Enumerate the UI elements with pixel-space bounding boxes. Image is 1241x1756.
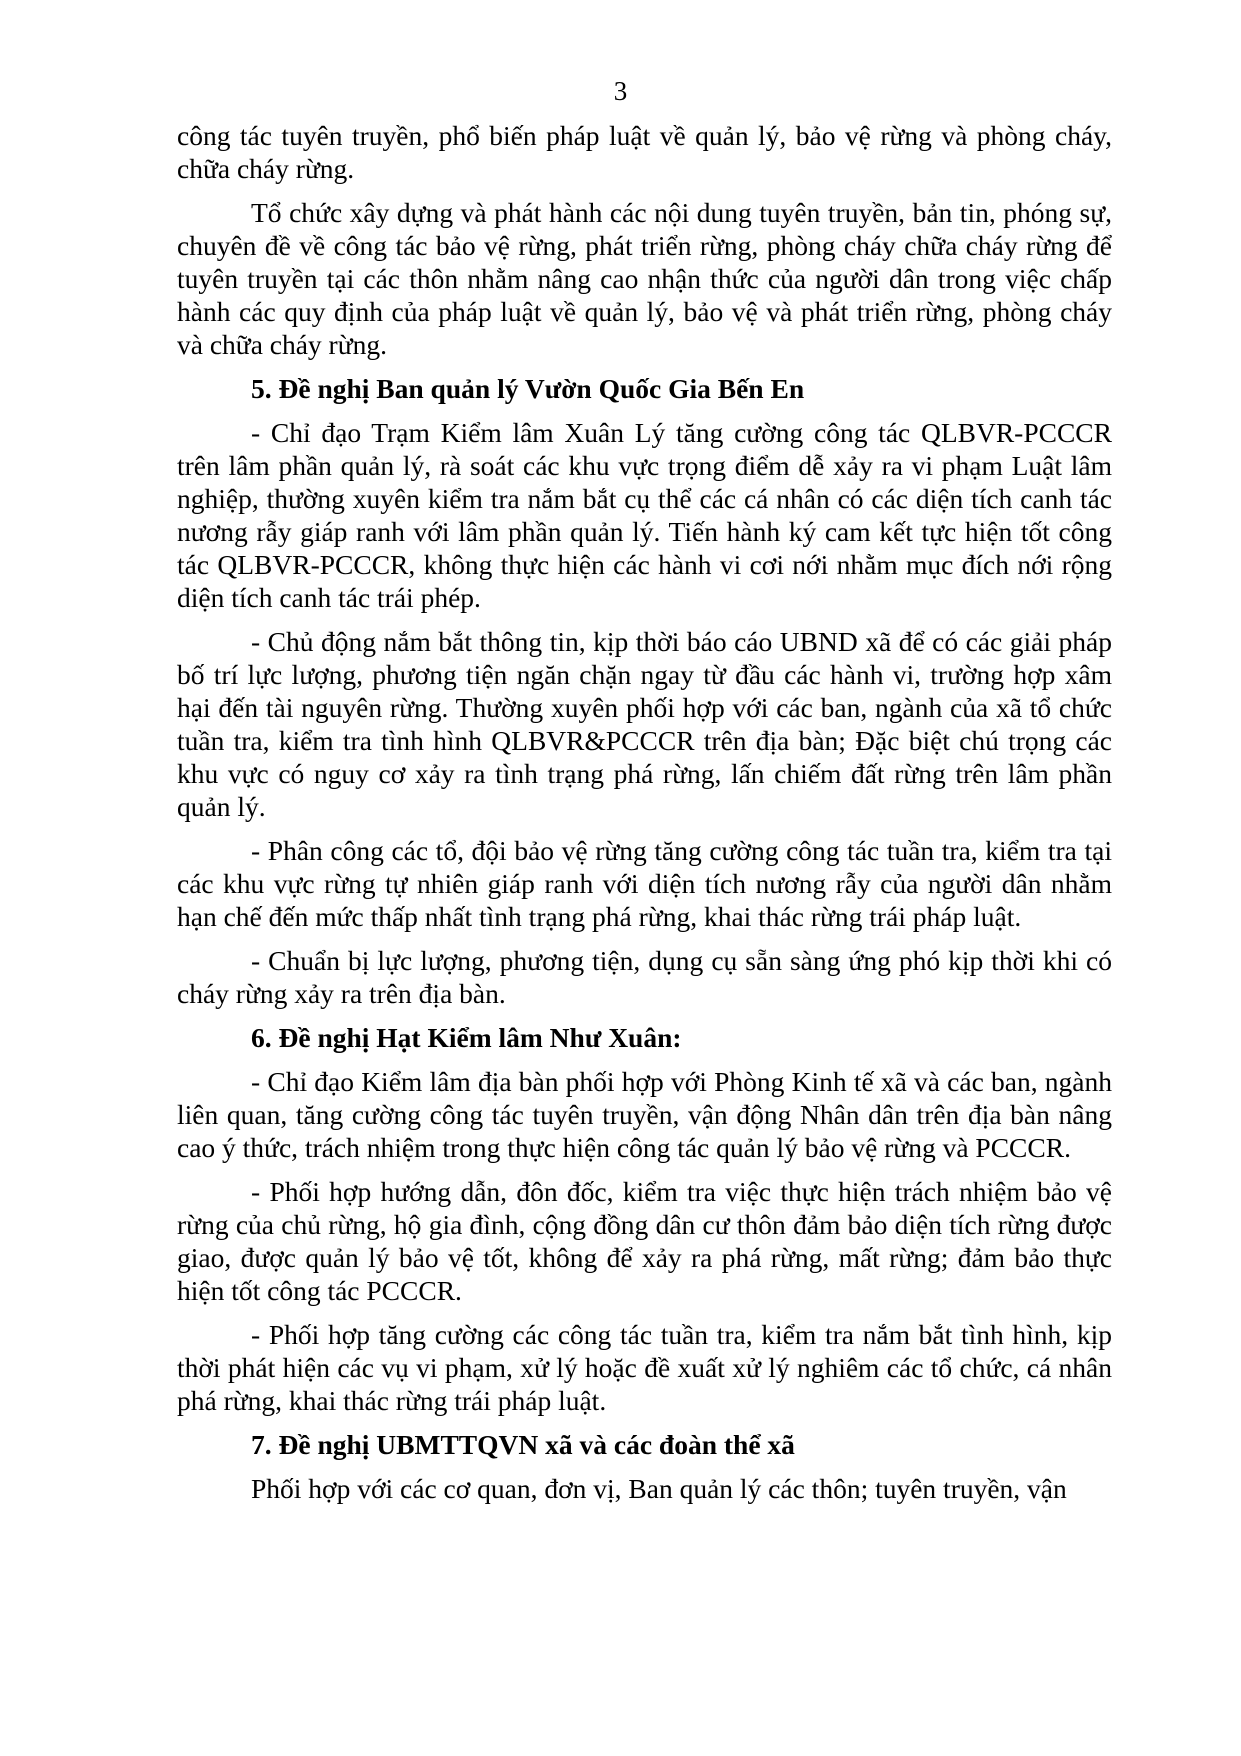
document-body	[177, 119, 1112, 1516]
paragraph-5a: - Chỉ đạo Trạm Kiểm lâm Xuân Lý tăng cường công tác QLBVR-PCCCR trên lâm phần quản lý, rà soát các khu vực trọng điểm dễ xảy ra vi phạm Luật lâm nghiệp, thường xuyên kiểm tra nắm bắt cụ thể các cá nhân có các diện tích canh tác nương rẫy giáp ranh với lâm phần quản lý. Tiến hành ký cam kết tực hiện tốt công tác QLBVR-PCCCR, không thực hiện các hành vi cơi nới nhằm mục đích nới rộng diện tích canh tác trái phép.	[177, 417, 1112, 613]
paragraph-5c: - Phân công các tổ, đội bảo vệ rừng tăng cường công tác tuần tra, kiểm tra tại các khu vực rừng tự nhiên giáp ranh với diện tích nương rẫy của người dân nhằm hạn chế đến mức thấp nhất tình trạng phá rừng, khai thác rừng trái pháp luật.	[177, 835, 1112, 932]
section-heading-6: 6. Đề nghị Hạt Kiểm lâm Như Xuân:	[251, 1022, 682, 1053]
paragraph-communication: Tổ chức xây dựng và phát hành các nội dung tuyên truyền, bản tin, phóng sự, chuyên đề về công tác bảo vệ rừng, phát triển rừng, phòng cháy chữa cháy rừng để tuyên truyền tại các thôn nhằm nâng cao nhận thức của người dân trong việc chấp hành các quy định của pháp luật về quản lý, bảo vệ và phát triển rừng, phòng cháy và chữa cháy rừng.	[177, 197, 1112, 360]
paragraph-5d: - Chuẩn bị lực lượng, phương tiện, dụng cụ sẵn sàng ứng phó kịp thời khi có cháy rừng xảy ra trên địa bàn.	[177, 945, 1112, 1009]
section-heading-7: 7. Đề nghị UBMTTQVN xã và các đoàn thể xã	[251, 1429, 795, 1460]
paragraph-5b: - Chủ động nắm bắt thông tin, kịp thời báo cáo UBND xã để có các giải pháp bố trí lực lượng, phương tiện ngăn chặn ngay từ đầu các hành vi, trường hợp xâm hại đến tài nguyên rừng. Thường xuyên phối hợp với các ban, ngành của xã tổ chức tuần tra, kiểm tra tình hình QLBVR&PCCCR trên địa bàn; Đặc biệt chú trọng các khu vực có nguy cơ xảy ra tình trạng phá rừng, lấn chiếm đất rừng trên lâm phần quản lý.	[177, 626, 1112, 822]
page-number: 3	[613, 76, 628, 106]
paragraph-6b: - Phối hợp hướng dẫn, đôn đốc, kiểm tra việc thực hiện trách nhiệm bảo vệ rừng của chủ rừng, hộ gia đình, cộng đồng dân cư thôn đảm bảo diện tích rừng được giao, được quản lý bảo vệ tốt, không để xảy ra phá rừng, mất rừng; đảm bảo thực hiện tốt công tác PCCCR.	[177, 1176, 1112, 1306]
paragraph-7a: Phối hợp với các cơ quan, đơn vị, Ban quản lý các thôn; tuyên truyền, vận	[251, 1473, 1067, 1504]
section-heading-5: 5. Đề nghị Ban quản lý Vườn Quốc Gia Bến En	[251, 373, 805, 404]
paragraph-6c: - Phối hợp tăng cường các công tác tuần tra, kiểm tra nắm bắt tình hình, kịp thời phát hiện các vụ vi phạm, xử lý hoặc đề xuất xử lý nghiêm các tổ chức, cá nhân phá rừng, khai thác rừng trái pháp luật.	[177, 1319, 1112, 1416]
paragraph-6a: - Chỉ đạo Kiểm lâm địa bàn phối hợp với Phòng Kinh tế xã và các ban, ngành liên quan, tăng cường công tác tuyên truyền, vận động Nhân dân trên địa bàn nâng cao ý thức, trách nhiệm trong thực hiện công tác quản lý bảo vệ rừng và PCCCR.	[177, 1066, 1112, 1163]
paragraph-continuation: công tác tuyên truyền, phổ biến pháp luật về quản lý, bảo vệ rừng và phòng cháy, chữa cháy rừng.	[177, 120, 1112, 184]
